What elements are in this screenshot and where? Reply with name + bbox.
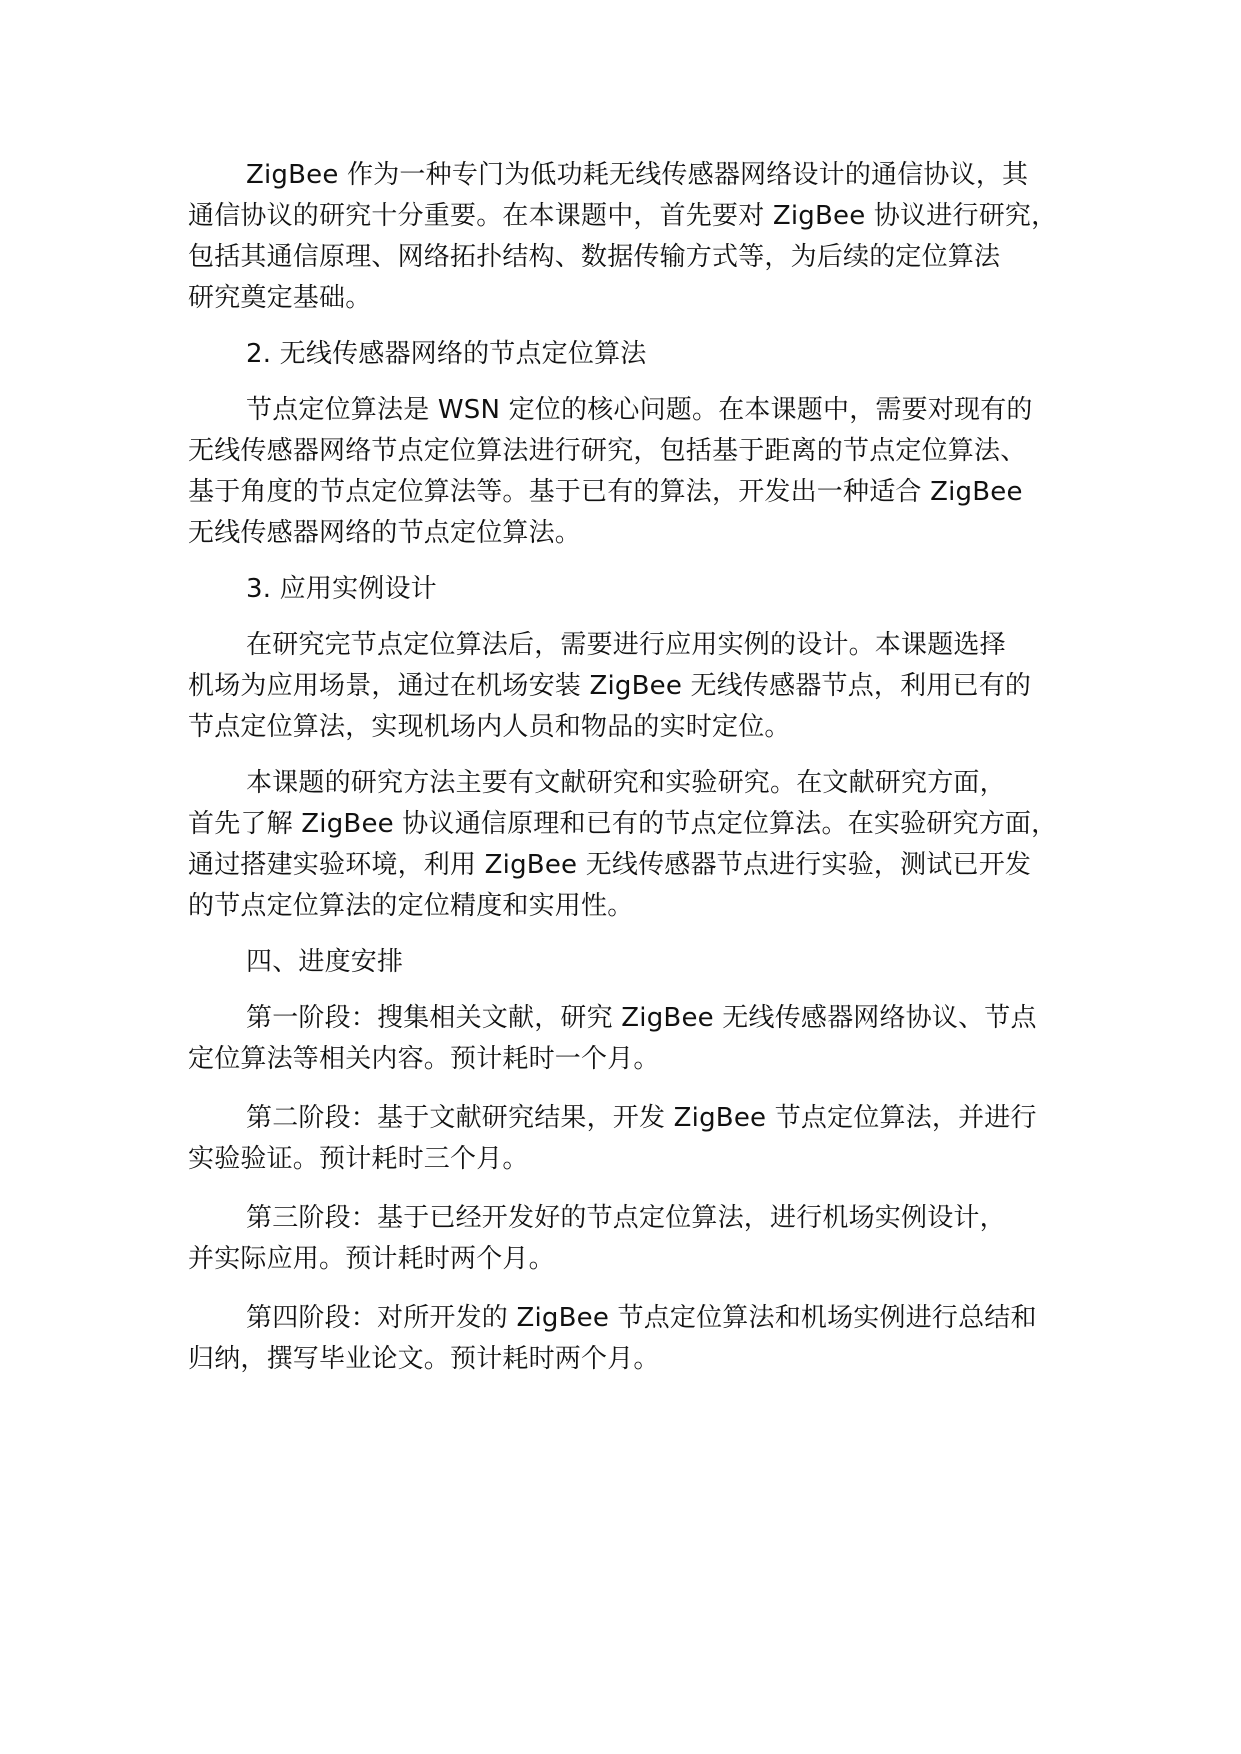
paragraph-application-line-3: 节点定位算法，实现机场内人员和物品的实时定位。: [188, 712, 791, 742]
paragraph-algorithm-line-1: 节点定位算法是 WSN 定位的核心问题。在本课题中，需要对现有的: [246, 395, 1033, 425]
paragraph-zigbee-line-2: 通信协议的研究十分重要。在本课题中，首先要对 ZigBee 协议进行研究，: [188, 201, 1058, 231]
stage-2-line-1: 第二阶段：基于文献研究结果，开发 ZigBee 节点定位算法，并进行: [246, 1103, 1037, 1133]
paragraph-application-line-1: 在研究完节点定位算法后，需要进行应用实例的设计。本课题选择: [246, 630, 1006, 660]
paragraph-algorithm-line-3: 基于角度的节点定位算法等。基于已有的算法，开发出一种适合 ZigBee: [188, 477, 1023, 507]
paragraph-algorithm-line-4: 无线传感器网络的节点定位算法。: [188, 518, 582, 548]
section-heading-3: 3. 应用实例设计: [246, 574, 437, 604]
paragraph-method-line-4: 的节点定位算法的定位精度和实用性。: [188, 891, 634, 921]
paragraph-method-line-2: 首先了解 ZigBee 协议通信原理和已有的节点定位算法。在实验研究方面，: [188, 809, 1058, 839]
stage-3-line-1: 第三阶段：基于已经开发好的节点定位算法，进行机场实例设计，: [246, 1203, 1006, 1233]
stage-1-line-1: 第一阶段：搜集相关文献，研究 ZigBee 无线传感器网络协议、节点: [246, 1003, 1037, 1033]
paragraph-algorithm-line-2: 无线传感器网络节点定位算法进行研究，包括基于距离的节点定位算法、: [188, 436, 1027, 466]
stage-4-line-2: 归纳，撰写毕业论文。预计耗时两个月。: [188, 1344, 660, 1374]
paragraph-method-line-1: 本课题的研究方法主要有文献研究和实验研究。在文献研究方面，: [246, 768, 1006, 798]
section-heading-2: 2. 无线传感器网络的节点定位算法: [246, 339, 647, 369]
stage-4-line-1: 第四阶段：对所开发的 ZigBee 节点定位算法和机场实例进行总结和: [246, 1303, 1037, 1333]
paragraph-zigbee-line-4: 研究奠定基础。: [188, 283, 372, 313]
section-heading-schedule: 四、进度安排: [246, 947, 404, 977]
stage-3-line-2: 并实际应用。预计耗时两个月。: [188, 1244, 555, 1274]
paragraph-zigbee-line-3: 包括其通信原理、网络拓扑结构、数据传输方式等，为后续的定位算法: [188, 242, 1001, 272]
paragraph-application-line-2: 机场为应用场景，通过在机场安装 ZigBee 无线传感器节点，利用已有的: [188, 671, 1032, 701]
stage-2-line-2: 实验验证。预计耗时三个月。: [188, 1144, 529, 1174]
stage-1-line-2: 定位算法等相关内容。预计耗时一个月。: [188, 1044, 660, 1074]
paragraph-method-line-3: 通过搭建实验环境，利用 ZigBee 无线传感器节点进行实验，测试已开发: [188, 850, 1032, 880]
paragraph-zigbee-line-1: ZigBee 作为一种专门为低功耗无线传感器网络设计的通信协议，其: [246, 160, 1029, 190]
